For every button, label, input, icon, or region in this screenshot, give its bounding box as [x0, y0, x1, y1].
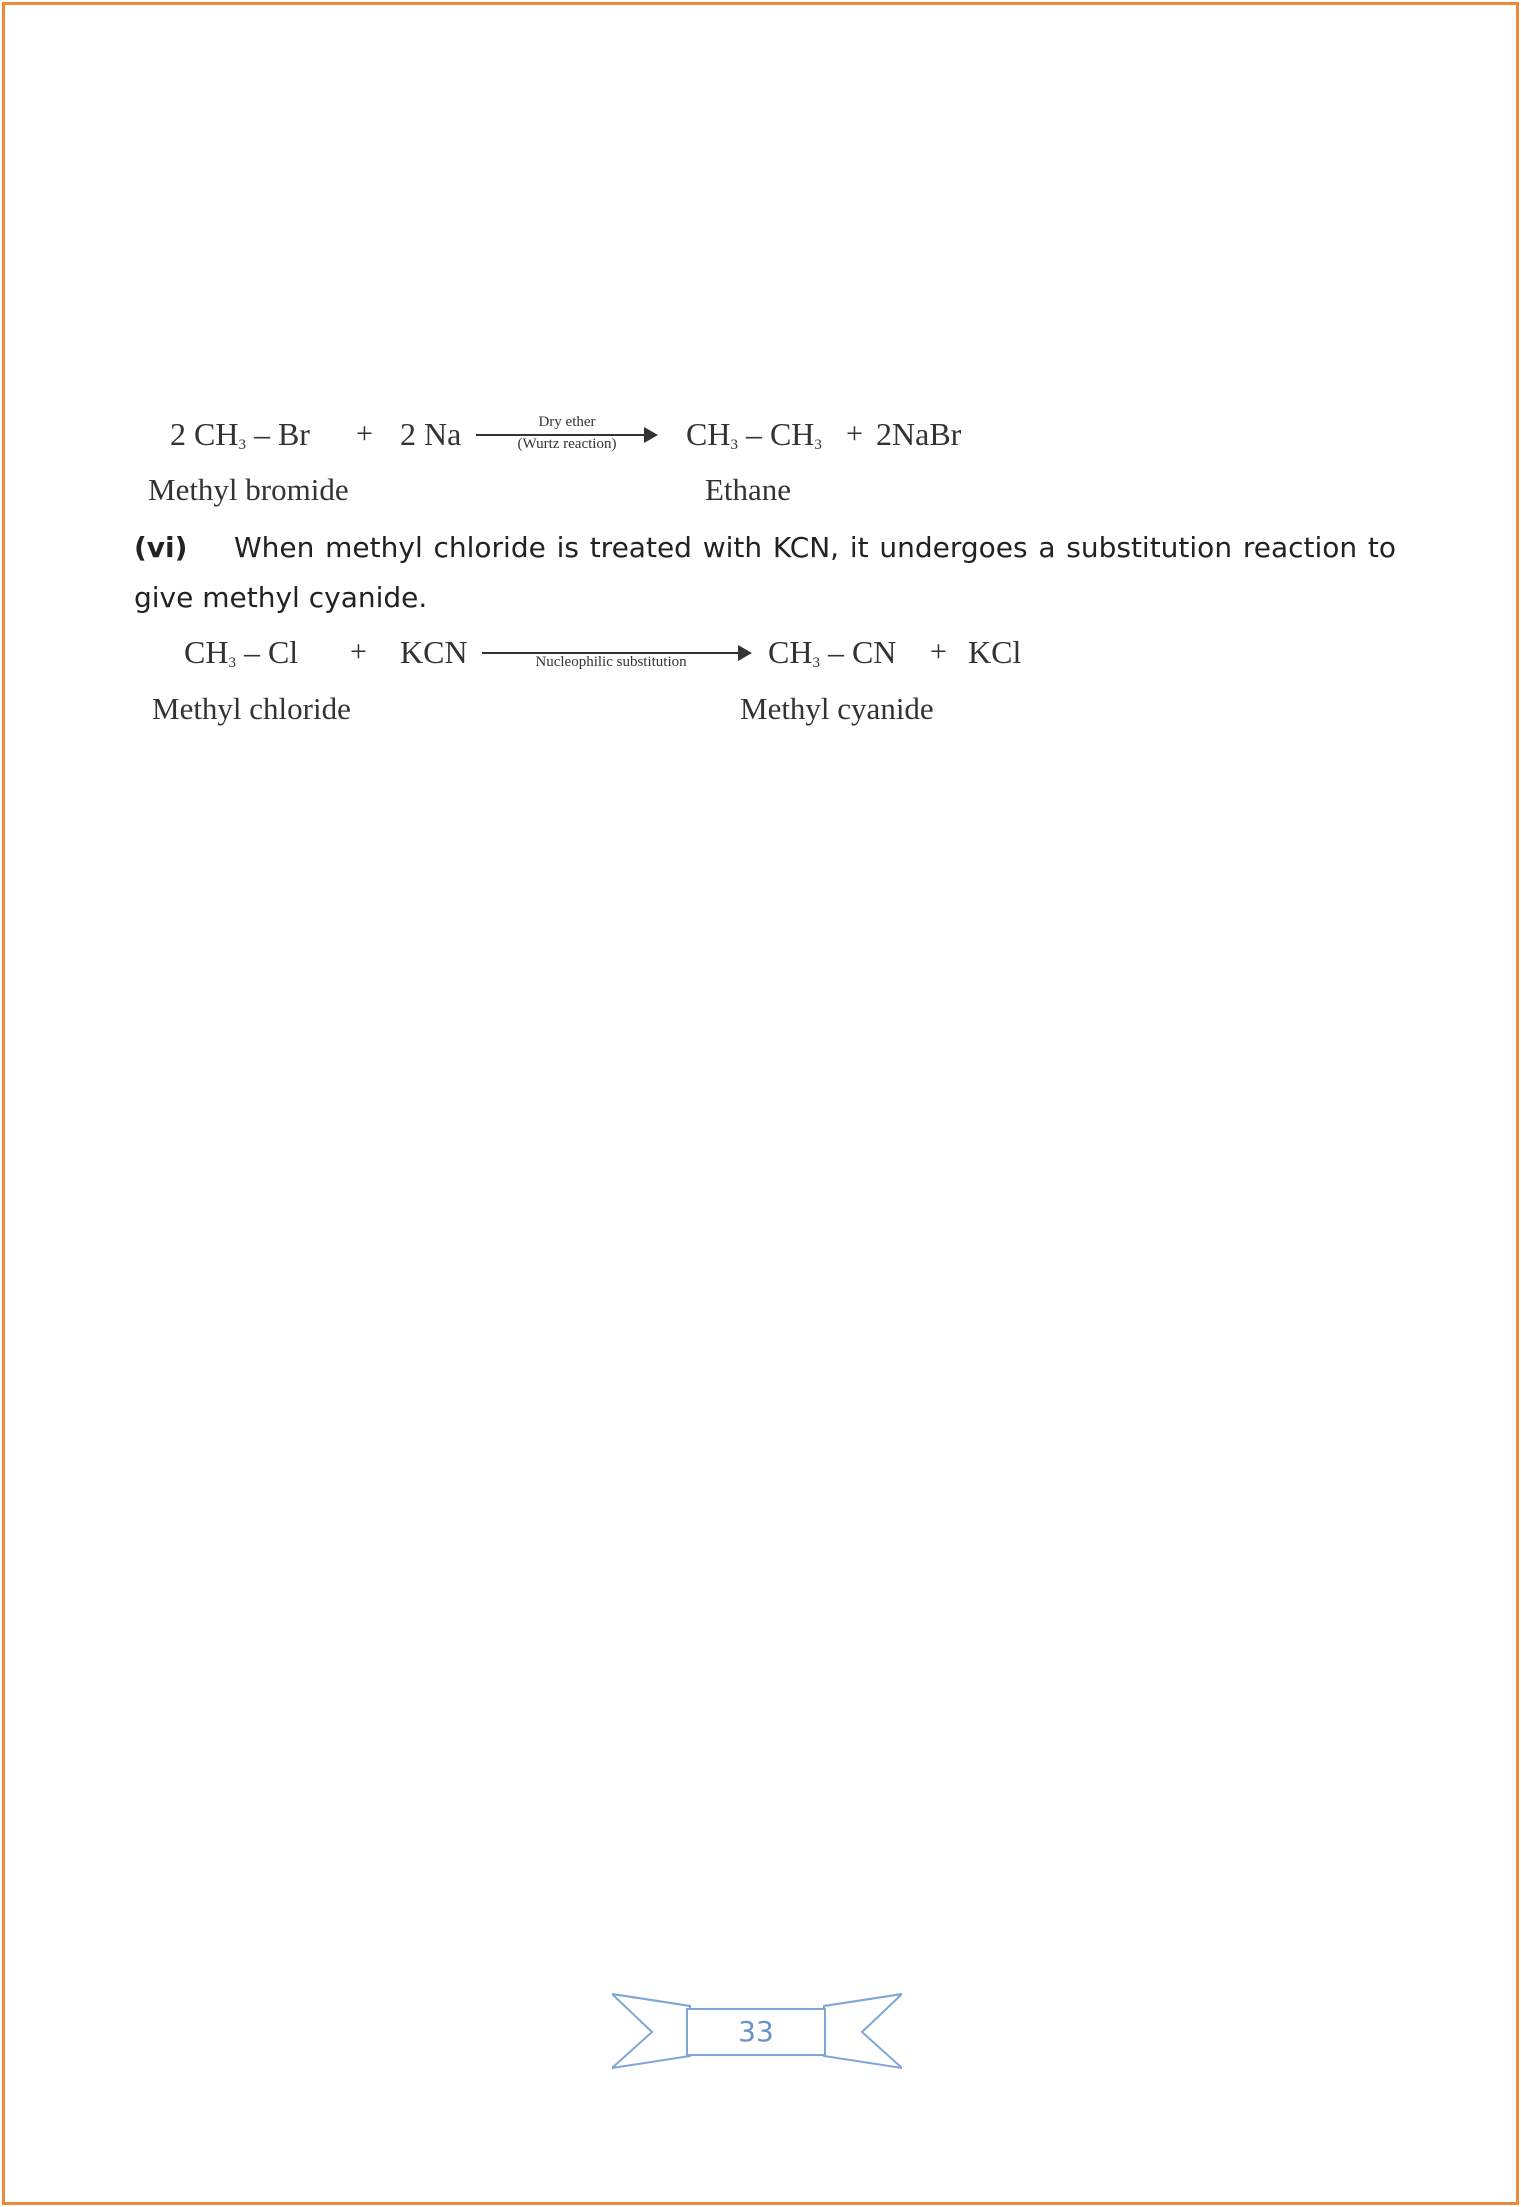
name-methyl-cyanide: Methyl cyanide: [740, 691, 934, 726]
name-methyl-bromide: Methyl bromide: [148, 472, 349, 507]
arrow-head-icon: [738, 645, 752, 661]
reaction-arrow: [482, 632, 754, 672]
page-border: [2, 2, 1519, 2205]
name-methyl-chloride: Methyl chloride: [152, 691, 351, 726]
name-ethane: Ethane: [705, 472, 792, 507]
item-label: (vi): [134, 531, 188, 564]
page-footer: [612, 1986, 902, 2076]
page-number: 33: [686, 2008, 826, 2056]
plus-sign: +: [356, 417, 373, 450]
reactant-methyl-chloride: $CH_3$ – Cl: [184, 634, 299, 671]
paragraph-vi: [134, 523, 1396, 623]
arrow-condition-below: (Wurtz reaction): [517, 436, 617, 452]
plus-sign: +: [930, 635, 947, 668]
reaction-arrow: [476, 414, 658, 454]
product-kcl: KCl: [968, 634, 1022, 670]
reactant-kcn: KCN: [400, 634, 468, 670]
product-ethane: $CH_3 - CH_3$: [686, 416, 822, 453]
wurtz-equation: [170, 414, 990, 454]
plus-sign: +: [846, 417, 863, 450]
product-methyl-cyanide: $CH_3$ – CN: [768, 634, 897, 671]
arrow-condition-above: Dry ether: [538, 414, 596, 430]
product-sodium-bromide: 2NaBr: [876, 416, 962, 452]
plus-sign: +: [350, 635, 367, 668]
reactant-methyl-bromide: 2 $CH_3$ – Br: [170, 416, 310, 453]
cyanide-equation: [184, 632, 1044, 672]
paragraph-text: When methyl chloride is treated with KCN, it undergoes a substitution reaction to give methyl cyanide.: [134, 531, 1396, 614]
arrow-condition-below: Nucleophilic substitution: [535, 654, 687, 670]
reactant-sodium: 2 Na: [400, 416, 462, 452]
